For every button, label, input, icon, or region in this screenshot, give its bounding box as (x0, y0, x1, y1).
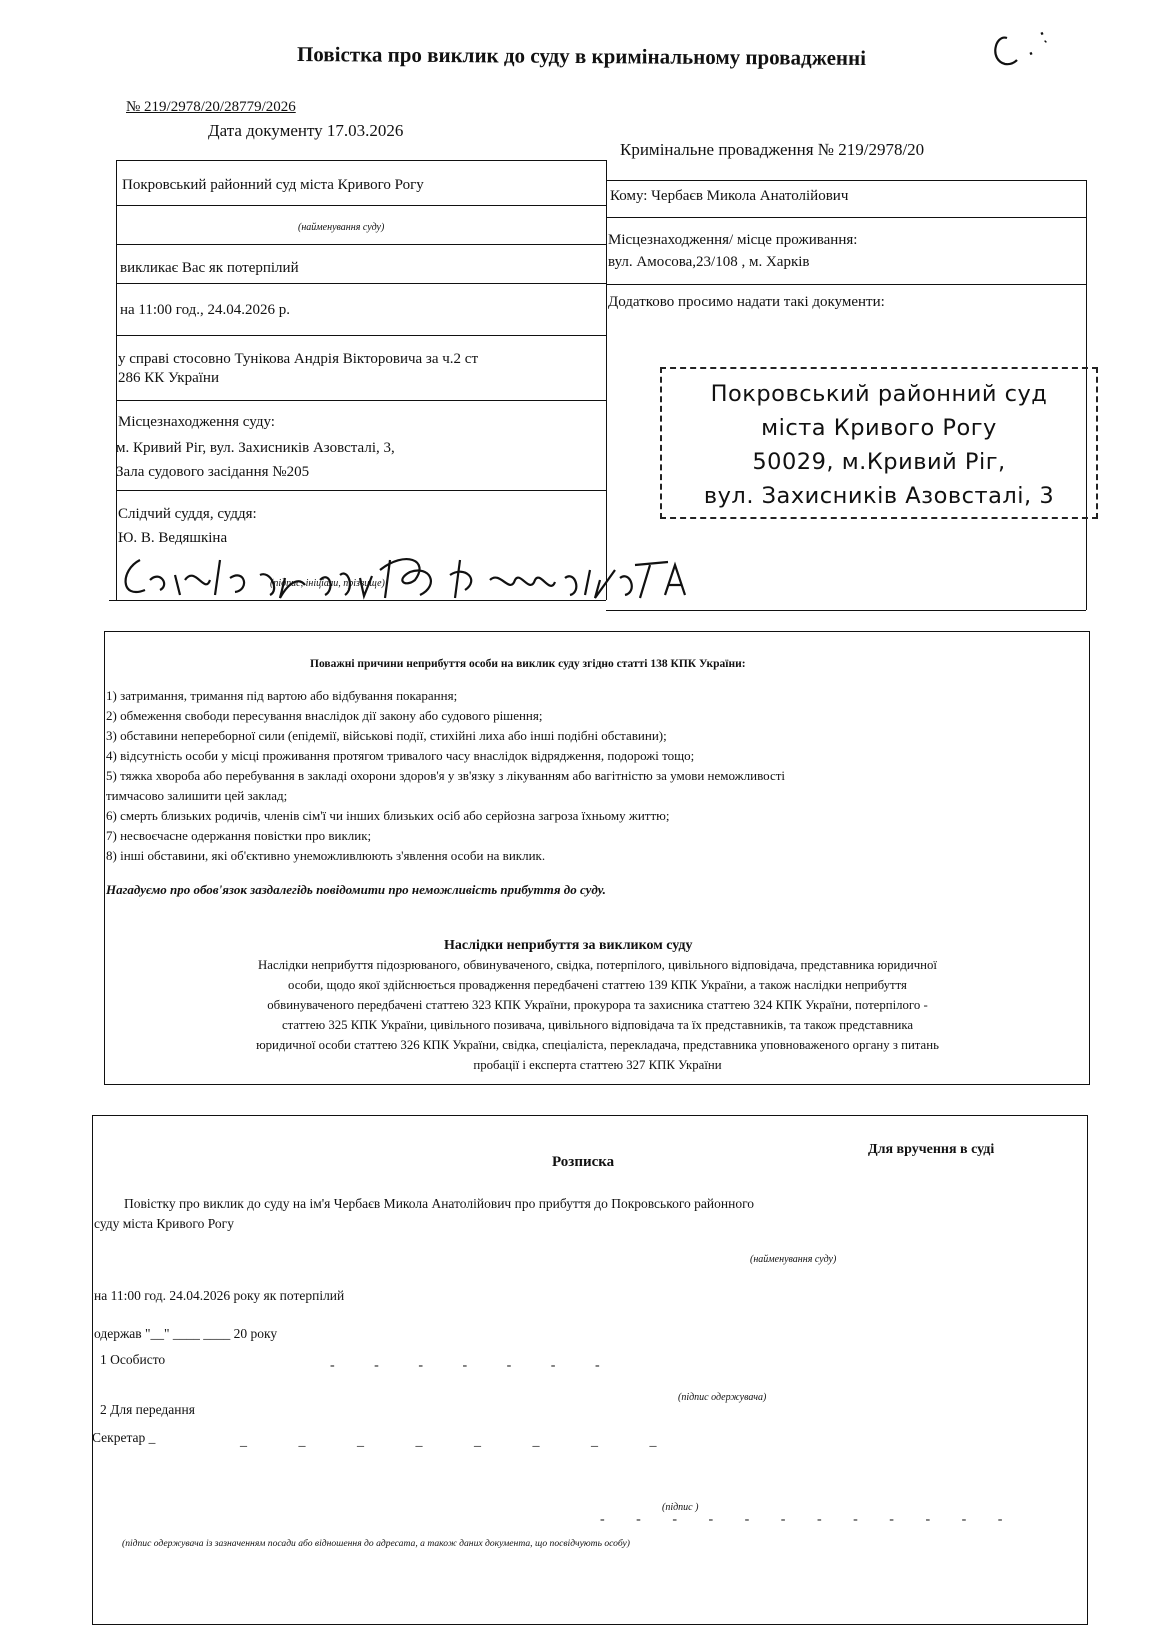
reasons-list (106, 686, 785, 866)
received-date-line: одержав "__" ____ ____ 20 року (94, 1326, 278, 1341)
residence-value: вул. Амосова,23/108 , м. Харків (608, 254, 810, 270)
judge-name: Ю. В. Ведяшкіна (118, 530, 228, 546)
case-description-line1: у справі стосовно Тунікова Андрія Вікторовича за ч.2 ст (118, 351, 479, 367)
reminder-text: Нагадуємо про обов'язок заздалегідь повідомити про неможливість прибуття до суду. (106, 882, 606, 897)
consequences-line: юридичної особи статтею 326 КПК України, свідка, спеціаліста, перекладача, представника уповноваженого органу з питань (256, 1038, 939, 1052)
receipt-option-personally: 1 Особисто (100, 1352, 166, 1367)
stamp-line-2: міста Кривого Рогу (761, 415, 997, 441)
courtroom: Зала судового засідання №205 (116, 464, 310, 480)
consequences-line: пробації і експерта статтею 327 КПК України (473, 1058, 722, 1072)
page-title: Повістка про виклик до суду в кримінальному провадженні (296, 42, 867, 70)
reason-item: 7) несвоєчасне одержання повістки про виклик; (106, 828, 372, 843)
secretary-signature-caption: (підпис ) (662, 1502, 699, 1513)
receipt-line-2: суду міста Кривого Рогу (94, 1216, 234, 1231)
stamp-line-4: вул. Захисників Азовсталі, 3 (703, 483, 1055, 509)
consequences-text (110, 955, 1085, 1075)
consequences-line: Наслідки неприбуття підозрюваного, обвинуваченого, свідка, потерпілого, цивільного відповідача, представника юридичної (258, 958, 937, 972)
reason-item: 3) обставини непереборної сили (епідемії, військові події, стихійні лиха або інші подібні обставини); (106, 728, 667, 743)
handwritten-signature (120, 540, 700, 610)
court-name-caption: (найменування суду) (298, 222, 385, 233)
summons-role: викликає Вас як потерпілий (120, 260, 299, 276)
court-stamp (660, 367, 1098, 519)
case-description-line2: 286 КК України (118, 370, 219, 386)
reason-item: 6) смерть близьких родичів, членів сім'ї чи інших близьких осіб або серйозна загроза їхньому життю; (106, 808, 670, 823)
reason-item: 4) відсутність особи у місці проживання протягом тривалого часу внаслідок відрядження, подорожі тощо; (106, 748, 695, 763)
document-date: Дата документу 17.03.2026 (208, 121, 404, 140)
documents-request: Додатково просимо надати такі документи: (608, 294, 885, 310)
case-number: Кримінальне провадження № 219/2978/20 (620, 140, 925, 159)
secretary-line: Секретар _ (92, 1430, 156, 1445)
court-address: м. Кривий Ріг, вул. Захисників Азовсталі, 3, (116, 440, 395, 456)
reason-item: 8) інші обставини, які об'єктивно унеможливлюють з'явлення особи на виклик. (106, 848, 546, 863)
footer-caption: (підпис одержувача із зазначенням посади або відношення до адресата, а також даних документа, що посвідчують особу) (122, 1538, 630, 1549)
judge-label: Слідчий суддя, суддя: (118, 506, 257, 522)
receipt-option-transfer: 2 Для передання (100, 1402, 195, 1417)
receipt-hearing: на 11:00 год. 24.04.2026 року як потерпілий (94, 1288, 345, 1303)
recipient-line: Кому: Чербаєв Микола Анатолійович (610, 188, 849, 204)
reason-item: 5) тяжка хвороба або перебування в закладі охорони здоров'я у зв'язку з лікуванням або вагітністю за умови неможливості (106, 768, 786, 783)
stamp-line-1: Покровський районний суд (710, 381, 1048, 407)
consequences-line: обвинуваченого передбачені статтею 323 КПК України, прокурора та захисника статтею 324 КПК України, потерпілого - (267, 998, 928, 1012)
handwritten-mark (985, 20, 1060, 75)
consequences-line: особи, щодо якої здійснюється провадження передбачені статтею 139 КПК України, а також наслідки неприбуття (288, 978, 907, 992)
for-court-label: Для вручення в суді (868, 1142, 995, 1157)
reason-item: 1) затримання, тримання під вартою або відбування покарання; (106, 688, 458, 703)
reason-item: 2) обмеження свободи пересування внаслідок дії закону або судового рішення; (106, 708, 543, 723)
stamp-line-3: 50029, м.Кривий Ріг, (752, 449, 1006, 475)
consequences-line: статтею 325 КПК України, цивільного позивача, цивільного відповідача та їх представників, та також представника (281, 1018, 914, 1032)
residence-label: Місцезнаходження/ місце проживання: (608, 232, 858, 248)
signature-caption: (підпис, ініціали, прізвище) (270, 578, 385, 589)
document-number: № 219/2978/20/28779/2026 (126, 99, 296, 115)
court-caption: (найменування суду) (750, 1254, 837, 1265)
hearing-time: на 11:00 год., 24.04.2026 р. (120, 302, 291, 318)
reasons-heading: Поважні причини неприбуття особи на виклик суду згідно статті 138 КПК України: (310, 658, 746, 670)
receipt-title: Розписка (552, 1154, 615, 1170)
court-location-label: Місцезнаходження суду: (118, 414, 275, 430)
court-name: Покровський районний суд міста Кривого Рогу (122, 177, 424, 193)
reason-item: тимчасово залишити цей заклад; (106, 788, 288, 803)
consequences-heading: Наслідки неприбуття за викликом суду (444, 938, 693, 953)
receipt-line-1: Повістку про виклик до суду на ім'я Чербаєв Микола Анатолійович про прибуття до Покровського районного (124, 1196, 755, 1211)
recipient-signature-caption: (підпис одержувача) (678, 1392, 767, 1403)
